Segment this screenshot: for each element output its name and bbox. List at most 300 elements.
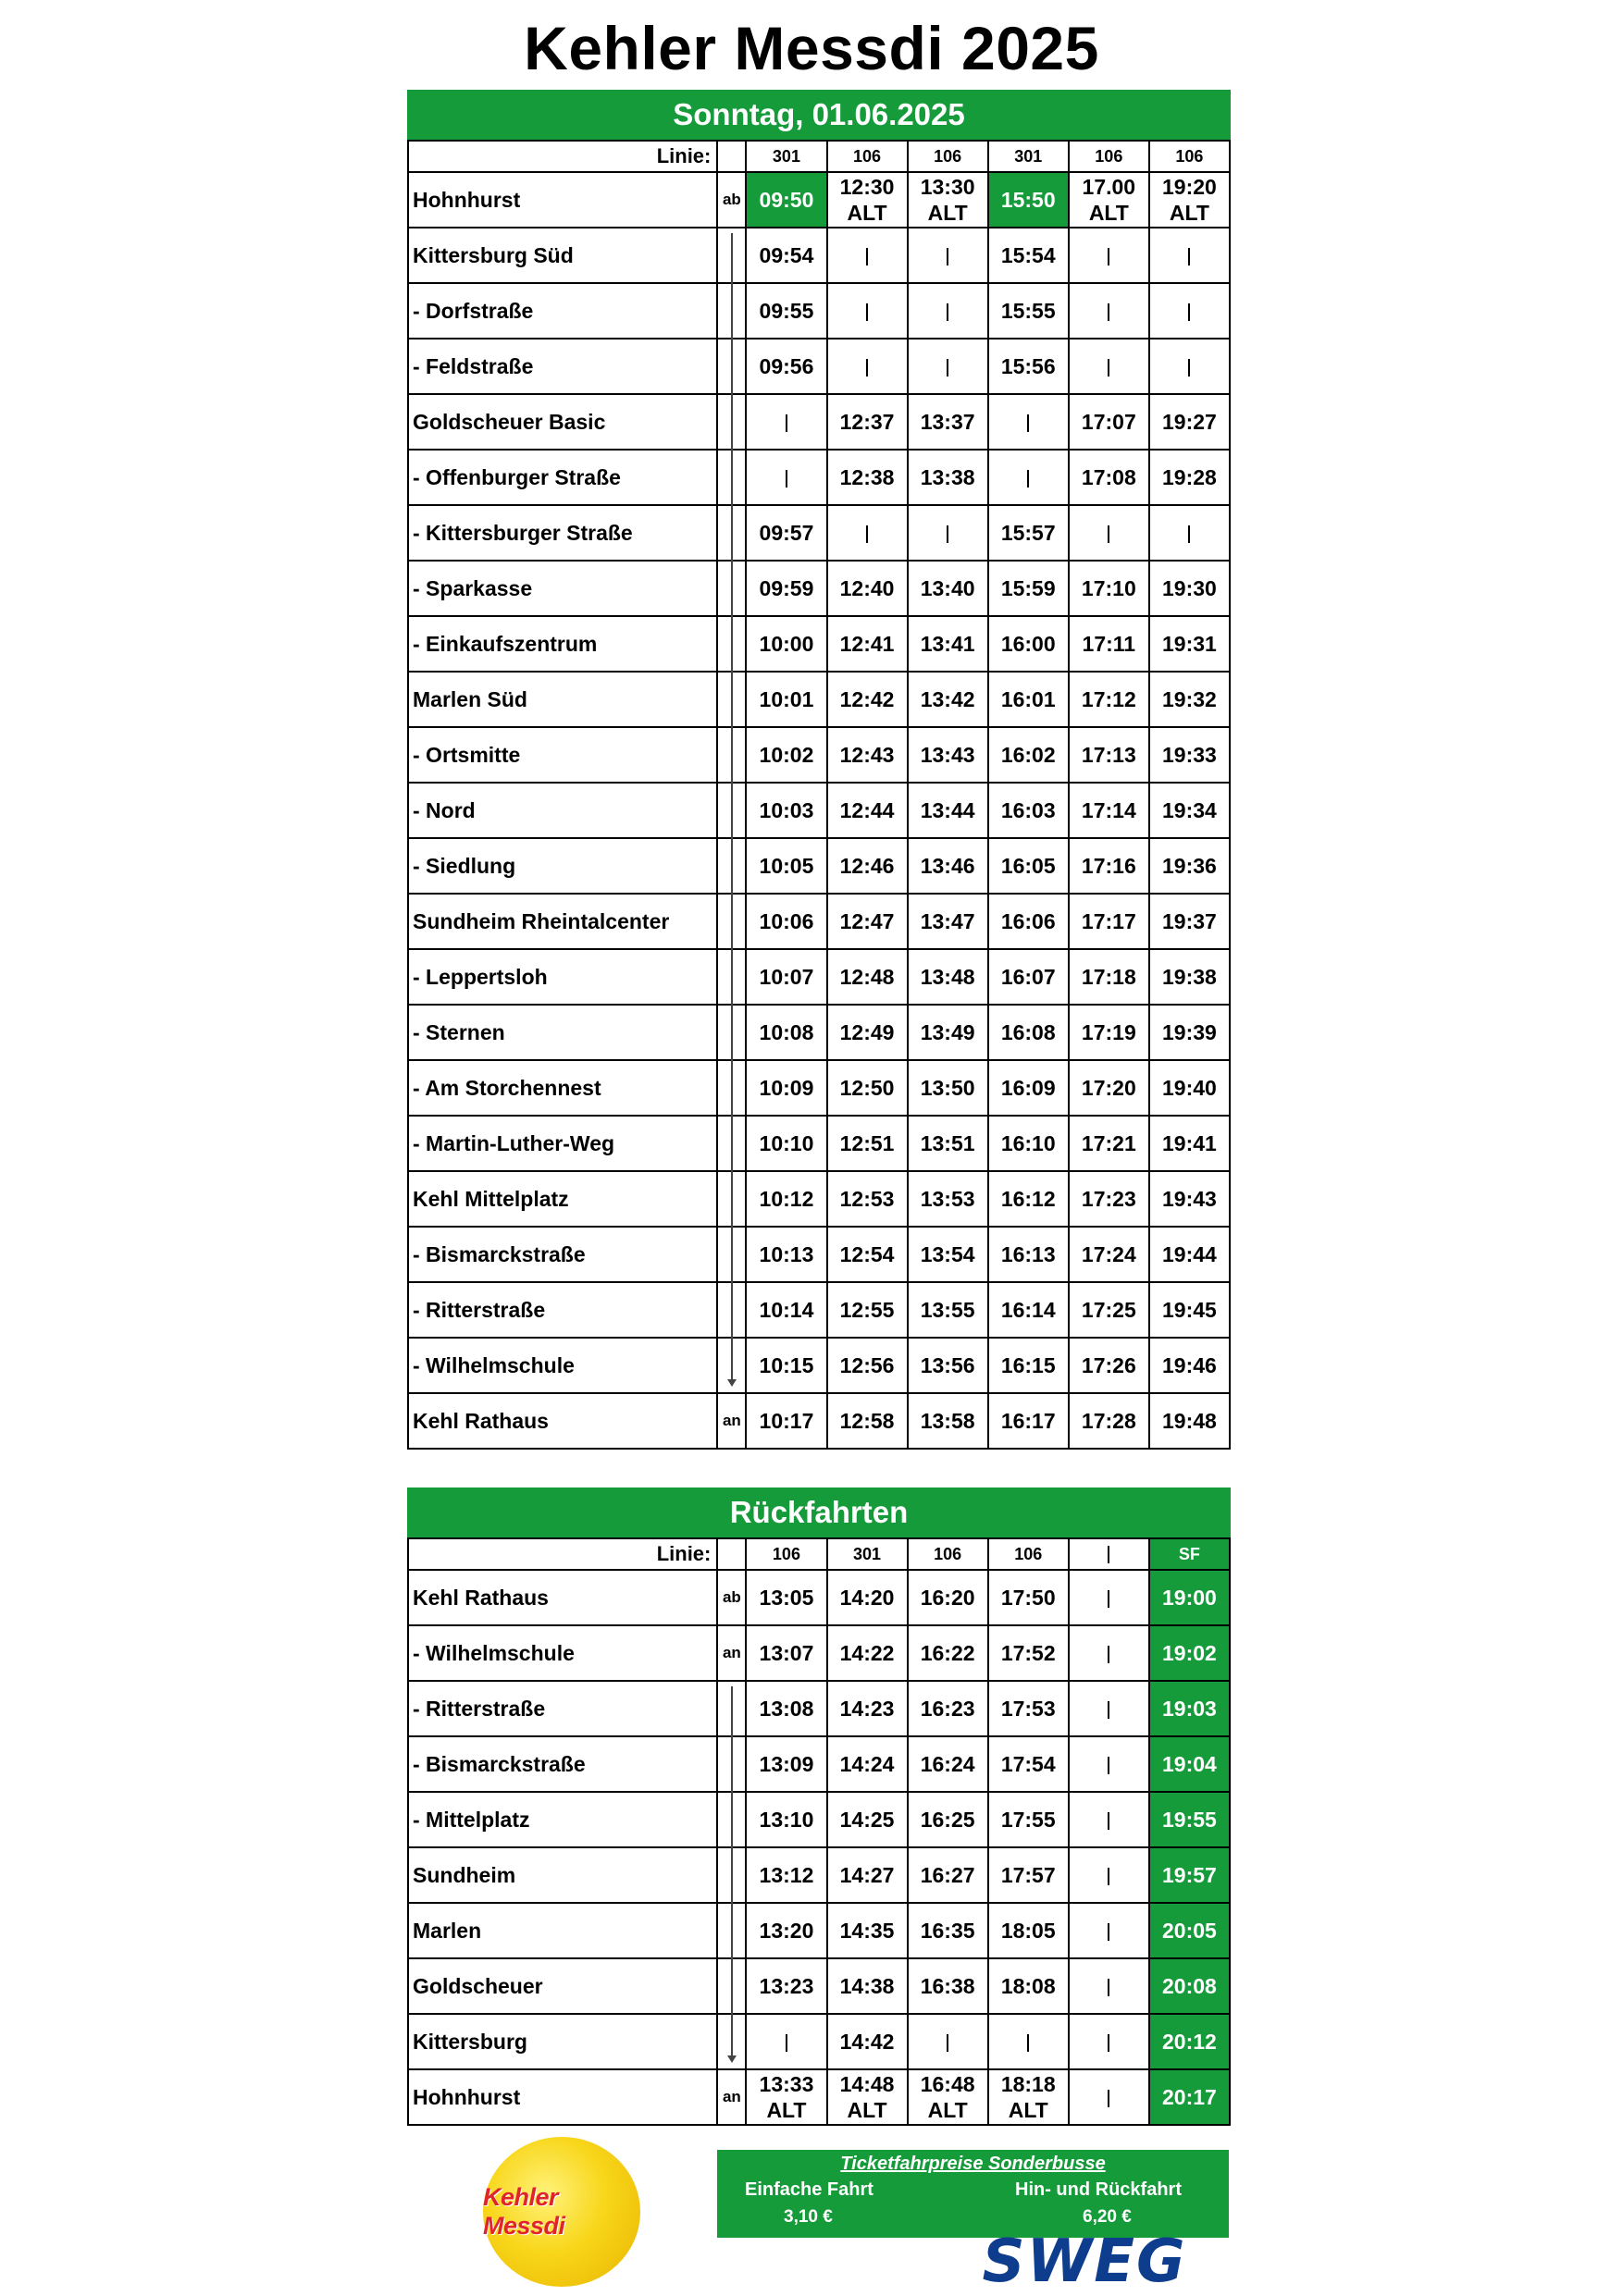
line-number: 106 <box>827 141 908 172</box>
departure-time: 16:05 <box>988 838 1069 894</box>
departure-time: 16:25 <box>908 1792 988 1847</box>
departure-time: 13:50 <box>908 1060 988 1116</box>
departure-time: 15:55 <box>988 283 1069 339</box>
return-fare-price: 6,20 € <box>1083 2207 1132 2227</box>
departure-time <box>746 2014 826 2069</box>
departure-time: 12:41 <box>827 616 908 672</box>
departure-time <box>1069 2069 1149 2125</box>
departure-time <box>908 2014 988 2069</box>
logo-text: Kehler Messdi <box>483 2183 565 2240</box>
departure-time <box>1069 1736 1149 1792</box>
departure-time <box>988 2014 1069 2069</box>
departure-time: 12:58 <box>827 1393 908 1449</box>
departure-time: 13:43 <box>908 727 988 783</box>
departure-time: 14:38 <box>827 1958 908 2014</box>
ticket-price-box <box>717 2150 1229 2238</box>
departure-time: 19:33 <box>1149 727 1230 783</box>
departure-time: 10:13 <box>746 1227 826 1282</box>
departure-time: 17:55 <box>988 1792 1069 1847</box>
departure-time: 16:17 <box>988 1393 1069 1449</box>
departure-time: 13:40 <box>908 561 988 616</box>
departure-time: 13:08 <box>746 1681 826 1736</box>
stop-row <box>408 1171 1230 1227</box>
departure-time: 16:07 <box>988 949 1069 1005</box>
departure-time <box>1069 505 1149 561</box>
line-number: 301 <box>827 1538 908 1570</box>
departure-time: 18:08 <box>988 1958 1069 2014</box>
pass-through-mark <box>1027 414 1029 432</box>
stop-row <box>408 1792 1230 1847</box>
outbound-timetable <box>407 140 1231 1450</box>
stop-row <box>408 394 1230 450</box>
departure-time: 16:35 <box>908 1903 988 1958</box>
line-number: 106 <box>1069 141 1149 172</box>
departure-time: 16:12 <box>988 1171 1069 1227</box>
stop-name: - Ritterstraße <box>408 1681 717 1736</box>
departure-time: 13:49 <box>908 1005 988 1060</box>
pass-through-mark <box>947 2034 948 2052</box>
departure-time <box>908 283 988 339</box>
departure-time: 13:30 ALT <box>908 172 988 228</box>
departure-time: 10:07 <box>746 949 826 1005</box>
departure-time: 09:55 <box>746 283 826 339</box>
departure-time: 17:26 <box>1069 1338 1149 1393</box>
stop-row <box>408 1227 1230 1282</box>
direction-arrow-line <box>731 1686 733 2056</box>
departure-time: 17:52 <box>988 1625 1069 1681</box>
departure-time: 12:56 <box>827 1338 908 1393</box>
departure-time: 15:54 <box>988 228 1069 283</box>
departure-time: 15:50 <box>988 172 1069 228</box>
pass-through-mark <box>866 525 868 543</box>
pass-through-mark <box>1108 1646 1109 1663</box>
stop-name: Kittersburg Süd <box>408 228 717 283</box>
page-title: Kehler Messdi 2025 <box>524 14 1099 82</box>
departure-time <box>1069 1625 1149 1681</box>
departure-time: 18:05 <box>988 1903 1069 1958</box>
pass-through-mark <box>947 303 948 321</box>
stop-row <box>408 339 1230 394</box>
departure-time: 14:22 <box>827 1625 908 1681</box>
return-header: Rückfahrten <box>407 1487 1231 1537</box>
pass-through-mark <box>866 303 868 321</box>
departure-time: 19:36 <box>1149 838 1230 894</box>
departure-time: 17:19 <box>1069 1005 1149 1060</box>
direction-arrow-line <box>731 233 733 1380</box>
line-number: 106 <box>908 1538 988 1570</box>
departure-time: 12:43 <box>827 727 908 783</box>
pass-through-mark <box>1108 1979 1109 1996</box>
departure-time <box>1149 505 1230 561</box>
stop-name: - Siedlung <box>408 838 717 894</box>
departure-time: 12:37 <box>827 394 908 450</box>
departure-time <box>1149 339 1230 394</box>
departure-time <box>1069 1847 1149 1903</box>
departure-time: 13:44 <box>908 783 988 838</box>
departure-time <box>908 505 988 561</box>
departure-time <box>827 228 908 283</box>
departure-time: 13:48 <box>908 949 988 1005</box>
stop-row <box>408 616 1230 672</box>
departure-time: 12:54 <box>827 1227 908 1282</box>
stop-name: - Wilhelmschule <box>408 1338 717 1393</box>
departure-time: 17:53 <box>988 1681 1069 1736</box>
departure-time: 13:55 <box>908 1282 988 1338</box>
departure-time: 19:41 <box>1149 1116 1230 1171</box>
stop-row <box>408 450 1230 505</box>
stop-name: - Leppertsloh <box>408 949 717 1005</box>
stop-name: - Nord <box>408 783 717 838</box>
pass-through-mark <box>947 359 948 376</box>
stop-name: - Ritterstraße <box>408 1282 717 1338</box>
departure-time: 17:17 <box>1069 894 1149 949</box>
departure-time: 12:46 <box>827 838 908 894</box>
departure-time: 13:10 <box>746 1792 826 1847</box>
departure-time: 15:56 <box>988 339 1069 394</box>
stop-row <box>408 1005 1230 1060</box>
departure-time: 17:10 <box>1069 561 1149 616</box>
departure-time: 13:41 <box>908 616 988 672</box>
line-number: 106 <box>746 1538 826 1570</box>
pass-through-mark <box>1027 2034 1029 2052</box>
departure-time: 19:44 <box>1149 1227 1230 1282</box>
departure-time: 12:30 ALT <box>827 172 908 228</box>
departure-time: 10:06 <box>746 894 826 949</box>
stop-name: Goldscheuer <box>408 1958 717 2014</box>
departure-time: 14:24 <box>827 1736 908 1792</box>
single-fare-label: Einfache Fahrt <box>745 2179 873 2200</box>
departure-time: 17:08 <box>1069 450 1149 505</box>
departure-time <box>827 339 908 394</box>
departure-time: 13:42 <box>908 672 988 727</box>
departure-time: 14:23 <box>827 1681 908 1736</box>
direction-marker: an <box>717 2069 746 2125</box>
departure-time: 13:56 <box>908 1338 988 1393</box>
departure-time: 12:53 <box>827 1171 908 1227</box>
pass-through-mark <box>1108 2090 1109 2107</box>
pass-through-mark <box>1027 470 1029 488</box>
departure-time: 19:43 <box>1149 1171 1230 1227</box>
departure-time: 16:22 <box>908 1625 988 1681</box>
departure-time: 16:13 <box>988 1227 1069 1282</box>
departure-time: 18:18 ALT <box>988 2069 1069 2125</box>
departure-time <box>1069 1681 1149 1736</box>
pass-through-mark <box>1108 1546 1109 1563</box>
departure-time: 10:01 <box>746 672 826 727</box>
pass-through-mark <box>1108 359 1109 376</box>
departure-time: 09:54 <box>746 228 826 283</box>
stop-name: Kehl Mittelplatz <box>408 1171 717 1227</box>
departure-time: 12:49 <box>827 1005 908 1060</box>
stop-name: - Mittelplatz <box>408 1792 717 1847</box>
stop-name: - Kittersburger Straße <box>408 505 717 561</box>
stop-name: - Ortsmitte <box>408 727 717 783</box>
departure-time: 09:50 <box>746 172 826 228</box>
pass-through-mark <box>947 248 948 265</box>
stop-row <box>408 1903 1230 1958</box>
stop-row <box>408 561 1230 616</box>
departure-time: 10:12 <box>746 1171 826 1227</box>
departure-time: 17:07 <box>1069 394 1149 450</box>
pass-through-mark <box>1188 359 1190 376</box>
stop-row <box>408 1681 1230 1736</box>
line-number: 301 <box>746 141 826 172</box>
departure-time: 16:10 <box>988 1116 1069 1171</box>
departure-time: 14:20 <box>827 1570 908 1625</box>
pass-through-mark <box>947 525 948 543</box>
stop-name: Sundheim Rheintalcenter <box>408 894 717 949</box>
departure-time: 10:17 <box>746 1393 826 1449</box>
departure-time: 17:24 <box>1069 1227 1149 1282</box>
stop-name: - Am Storchennest <box>408 1060 717 1116</box>
stop-name: - Dorfstraße <box>408 283 717 339</box>
departure-time: 19:30 <box>1149 561 1230 616</box>
stop-row <box>408 894 1230 949</box>
direction-arrow-head <box>727 2055 737 2063</box>
departure-time <box>908 339 988 394</box>
departure-time: 19:34 <box>1149 783 1230 838</box>
stop-name: Kehl Rathaus <box>408 1570 717 1625</box>
departure-time: 16:48 ALT <box>908 2069 988 2125</box>
pass-through-mark <box>1188 248 1190 265</box>
departure-time: 13:46 <box>908 838 988 894</box>
departure-time <box>1069 1903 1149 1958</box>
departure-time: 20:17 <box>1149 2069 1230 2125</box>
departure-time <box>1069 283 1149 339</box>
pass-through-mark <box>1108 1812 1109 1830</box>
departure-time: 20:08 <box>1149 1958 1230 2014</box>
stop-name: Marlen <box>408 1903 717 1958</box>
departure-time: 16:20 <box>908 1570 988 1625</box>
departure-time: 17:16 <box>1069 838 1149 894</box>
departure-time: 15:59 <box>988 561 1069 616</box>
departure-time: 17.00 ALT <box>1069 172 1149 228</box>
departure-time: 16:15 <box>988 1338 1069 1393</box>
departure-time: 12:50 <box>827 1060 908 1116</box>
departure-time: 13:54 <box>908 1227 988 1282</box>
departure-time: 16:23 <box>908 1681 988 1736</box>
sweg-logo: SWEG <box>982 2228 1187 2296</box>
departure-time: 14:48 ALT <box>827 2069 908 2125</box>
pass-through-mark <box>1108 1757 1109 1774</box>
departure-time: 12:44 <box>827 783 908 838</box>
return-fare-label: Hin- und Rückfahrt <box>1015 2179 1182 2200</box>
line-header-row <box>408 1538 1230 1570</box>
departure-time: 13:51 <box>908 1116 988 1171</box>
departure-time: 16:01 <box>988 672 1069 727</box>
line-number <box>1069 1538 1149 1570</box>
departure-time: 10:03 <box>746 783 826 838</box>
stop-name: Kehl Rathaus <box>408 1393 717 1449</box>
header-spacer <box>717 141 746 172</box>
departure-time: 19:57 <box>1149 1847 1230 1903</box>
stop-row <box>408 1282 1230 1338</box>
departure-time: 12:38 <box>827 450 908 505</box>
departure-time: 12:40 <box>827 561 908 616</box>
stop-name: - Feldstraße <box>408 339 717 394</box>
departure-time: 17:20 <box>1069 1060 1149 1116</box>
departure-time <box>908 228 988 283</box>
departure-time <box>827 505 908 561</box>
departure-time: 19:39 <box>1149 1005 1230 1060</box>
stop-name: - Wilhelmschule <box>408 1625 717 1681</box>
departure-time: 16:24 <box>908 1736 988 1792</box>
departure-time: 15:57 <box>988 505 1069 561</box>
departure-time: 09:56 <box>746 339 826 394</box>
departure-time: 09:57 <box>746 505 826 561</box>
line-number: 106 <box>1149 141 1230 172</box>
departure-time: 17:12 <box>1069 672 1149 727</box>
pass-through-mark <box>1108 525 1109 543</box>
departure-time: 19:31 <box>1149 616 1230 672</box>
departure-time <box>1069 228 1149 283</box>
departure-time: 10:10 <box>746 1116 826 1171</box>
departure-time: 19:40 <box>1149 1060 1230 1116</box>
departure-time: 19:37 <box>1149 894 1230 949</box>
departure-time: 16:00 <box>988 616 1069 672</box>
departure-time: 17:18 <box>1069 949 1149 1005</box>
line-number: 301 <box>988 141 1069 172</box>
ticket-heading: Ticketfahrpreise Sonderbusse <box>840 2154 1106 2174</box>
departure-time: 13:12 <box>746 1847 826 1903</box>
stop-row <box>408 1570 1230 1625</box>
departure-time: 20:12 <box>1149 2014 1230 2069</box>
stop-name: Hohnhurst <box>408 2069 717 2125</box>
stop-row <box>408 949 1230 1005</box>
pass-through-mark <box>1108 1868 1109 1885</box>
stop-row <box>408 172 1230 228</box>
stop-name: - Offenburger Straße <box>408 450 717 505</box>
departure-time: 10:14 <box>746 1282 826 1338</box>
direction-arrow-head <box>727 1379 737 1387</box>
stop-name: Kittersburg <box>408 2014 717 2069</box>
header-spacer <box>717 1538 746 1570</box>
stop-row <box>408 838 1230 894</box>
return-timetable <box>407 1537 1231 2126</box>
departure-time: 14:42 <box>827 2014 908 2069</box>
departure-time: 10:00 <box>746 616 826 672</box>
departure-time: 19:48 <box>1149 1393 1230 1449</box>
pass-through-mark <box>1108 1590 1109 1608</box>
departure-time: 16:03 <box>988 783 1069 838</box>
departure-time: 13:05 <box>746 1570 826 1625</box>
departure-time: 16:27 <box>908 1847 988 1903</box>
stop-row <box>408 2069 1230 2125</box>
stop-name: - Sternen <box>408 1005 717 1060</box>
departure-time <box>1069 2014 1149 2069</box>
stop-row <box>408 1958 1230 2014</box>
stop-row <box>408 228 1230 283</box>
pass-through-mark <box>1108 2034 1109 2052</box>
stop-name: Hohnhurst <box>408 172 717 228</box>
pass-through-mark <box>786 2034 787 2052</box>
departure-time: 12:51 <box>827 1116 908 1171</box>
stop-name: - Sparkasse <box>408 561 717 616</box>
departure-time <box>988 394 1069 450</box>
stop-row <box>408 2014 1230 2069</box>
departure-time: 16:08 <box>988 1005 1069 1060</box>
departure-time: 13:23 <box>746 1958 826 2014</box>
departure-time: 13:33 ALT <box>746 2069 826 2125</box>
departure-time: 16:09 <box>988 1060 1069 1116</box>
pass-through-mark <box>786 470 787 488</box>
departure-time: 19:00 <box>1149 1570 1230 1625</box>
line-number: 106 <box>908 141 988 172</box>
departure-time: 16:06 <box>988 894 1069 949</box>
stop-row <box>408 727 1230 783</box>
stop-name: - Einkaufszentrum <box>408 616 717 672</box>
departure-time: 14:25 <box>827 1792 908 1847</box>
departure-time: 19:27 <box>1149 394 1230 450</box>
departure-time: 13:20 <box>746 1903 826 1958</box>
departure-time: 17:54 <box>988 1736 1069 1792</box>
departure-time <box>988 450 1069 505</box>
stop-name: - Bismarckstraße <box>408 1736 717 1792</box>
departure-time <box>746 394 826 450</box>
departure-time: 17:50 <box>988 1570 1069 1625</box>
departure-time: 17:23 <box>1069 1171 1149 1227</box>
departure-time: 16:02 <box>988 727 1069 783</box>
departure-time: 20:05 <box>1149 1903 1230 1958</box>
kehler-messdi-logo <box>483 2137 640 2287</box>
outbound-header: Sonntag, 01.06.2025 <box>407 90 1231 140</box>
direction-marker: an <box>717 1625 746 1681</box>
departure-time: 12:48 <box>827 949 908 1005</box>
pass-through-mark <box>866 359 868 376</box>
single-fare-price: 3,10 € <box>784 2207 833 2227</box>
pass-through-mark <box>866 248 868 265</box>
departure-time: 10:09 <box>746 1060 826 1116</box>
pass-through-mark <box>1108 303 1109 321</box>
stop-name: - Martin-Luther-Weg <box>408 1116 717 1171</box>
departure-time: 10:15 <box>746 1338 826 1393</box>
departure-time <box>1149 283 1230 339</box>
departure-time: 19:32 <box>1149 672 1230 727</box>
departure-time: 13:09 <box>746 1736 826 1792</box>
departure-time <box>1069 1792 1149 1847</box>
departure-time: 13:37 <box>908 394 988 450</box>
departure-time <box>827 283 908 339</box>
departure-time: 17:11 <box>1069 616 1149 672</box>
linie-label: Linie: <box>408 1538 717 1570</box>
pass-through-mark <box>1108 248 1109 265</box>
stop-row <box>408 672 1230 727</box>
departure-time: 19:46 <box>1149 1338 1230 1393</box>
departure-time <box>1069 1570 1149 1625</box>
stop-name: Sundheim <box>408 1847 717 1903</box>
departure-time: 19:04 <box>1149 1736 1230 1792</box>
departure-time: 13:07 <box>746 1625 826 1681</box>
departure-time <box>1069 339 1149 394</box>
departure-time: 19:38 <box>1149 949 1230 1005</box>
departure-time: 10:08 <box>746 1005 826 1060</box>
direction-marker: an <box>717 1393 746 1449</box>
departure-time: 13:38 <box>908 450 988 505</box>
stop-name: Marlen Süd <box>408 672 717 727</box>
direction-marker: ab <box>717 1570 746 1625</box>
line-number: SF <box>1149 1538 1230 1570</box>
departure-time: 14:35 <box>827 1903 908 1958</box>
pass-through-mark <box>1108 1701 1109 1719</box>
line-number: 106 <box>988 1538 1069 1570</box>
stop-row <box>408 1847 1230 1903</box>
stop-row <box>408 1116 1230 1171</box>
stop-row <box>408 505 1230 561</box>
departure-time: 13:53 <box>908 1171 988 1227</box>
stop-row <box>408 783 1230 838</box>
stop-name: Goldscheuer Basic <box>408 394 717 450</box>
departure-time: 17:28 <box>1069 1393 1149 1449</box>
